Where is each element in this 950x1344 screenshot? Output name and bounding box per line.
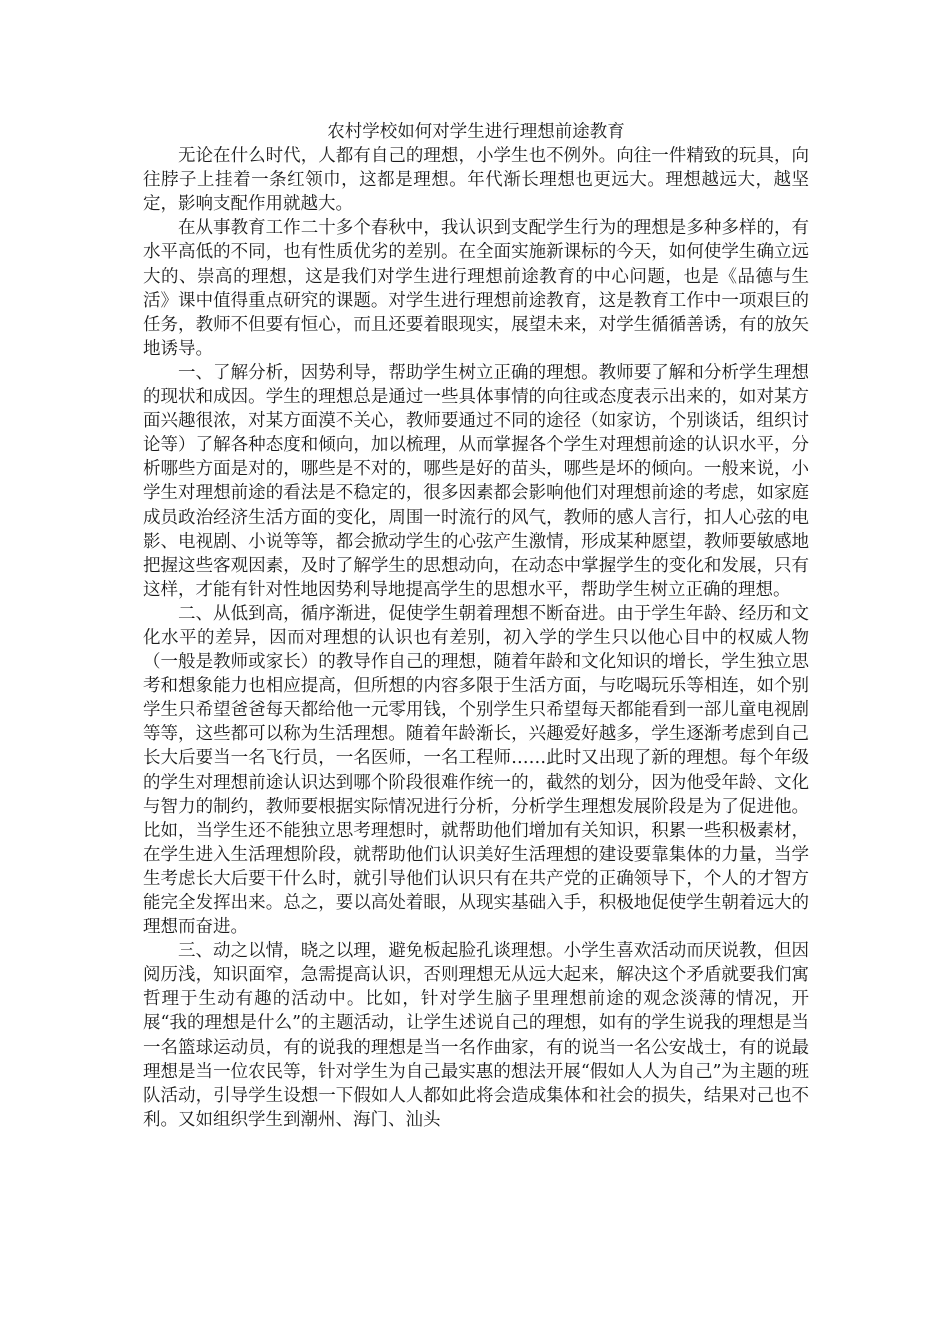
document-title: 农村学校如何对学生进行理想前途教育 <box>327 122 625 142</box>
paragraph-section-2: 二、从低到高，循序渐进，促使学生朝着理想不断奋进。由于学生年龄、经历和文化水平的差异，因而对理想的认识也有差别，初入学的学生只以他心目中的权威人物（一般是教师或家长）的教导作自己的理想，随着年龄和文化知识的增长，学生独立思考和想象能力也相应提高，但所想的内容多限于生活方面，与吃喝玩乐等相连，如个别学生只希望爸爸每天都给他一元零用钱，个别学生只希望每天都能看到一部儿童电视剧等等，这些都可以称为生活理想。随着年龄渐长，兴趣爱好越多，学生逐渐考虑到自己长大后要当一名飞行员，一名医师，一名工程师……此时又出现了新的理想。每个年级的学生对理想前途认识达到哪个阶段很难作统一的，截然的划分，因为他受年龄、文化与智力的制约，教师要根据实际情况进行分析，分析学生理想发展阶段是为了促进他。比如，当学生还不能独立思考理想时，就帮助他们增加有关知识，积累一些积极素材，在学生进入生活理想阶段，就帮助他们认识美好生活理想的建设要靠集体的力量，当学生考虑长大后要干什么时，就引导他们认识只有在共产党的正确领导下，个人的才智方能完全发挥出来。总之，要以高处着眼，从现实基础入手，积极地促使学生朝着远大的理想而奋进。 <box>143 603 809 938</box>
paragraph-background: 在从事教育工作二十多个春秋中，我认识到支配学生行为的理想是多种多样的，有水平高低的不同，也有性质优劣的差别。在全面实施新课标的今天，如何使学生确立远大的、崇高的理想，这是我们对学生进行理想前途教育的中心问题，也是《品德与生活》课中值得重点研究的课题。对学生进行理想前途教育，这是教育工作中一项艰巨的任务，教师不但要有恒心，而且还要着眼现实，展望未来，对学生循循善诱，有的放矢地诱导。 <box>143 218 809 359</box>
paragraph-section-3: 三、动之以情，晓之以理，避免板起脸孔谈理想。小学生喜欢活动而厌说教，但因阅历浅，知识面窄，急需提高认识，否则理想无从远大起来，解决这个矛盾就要我们寓哲理于生动有趣的活动中。比如，针对学生脑子里理想前途的观念淡薄的情况，开展“我的理想是什么”的主题活动，让学生述说自己的理想，如有的学生说我的理想是当一名篮球运动员，有的说我的理想是当一名作曲家，有的说当一名公安战士，有的说最理想是当一位农民等，针对学生为自己最实惠的想法开展“假如人人为自己”为主题的班队活动，引导学生设想一下假如人人都如此将会造成集体和社会的损失，结果对己也不利。又如组织学生到潮州、海门、汕头 <box>143 941 809 1130</box>
paragraph-intro: 无论在什么时代，人都有自己的理想，小学生也不例外。向往一件精致的玩具，向往脖子上挂着一条红领巾，这都是理想。年代渐长理想也更远大。理想越远大，越坚定，影响支配作用就越大。 <box>143 146 809 215</box>
document-body <box>143 120 809 1132</box>
paragraph-section-1: 一、了解分析，因势利导，帮助学生树立正确的理想。教师要了解和分析学生理想的现状和成因。学生的理想总是通过一些具体事情的向往或态度表示出来的，如对某方面兴趣很浓，对某方面漠不关心，教师要通过不同的途径（如家访，个别谈话，组织讨论等）了解各种态度和倾向，加以梳理，从而掌握各个学生对理想前途的认识水平，分析哪些方面是对的，哪些是不对的，哪些是好的苗头，哪些是坏的倾向。一般来说，小学生对理想前途的看法是不稳定的，很多因素都会影响他们对理想前途的考虑，如家庭成员政治经济生活方面的变化，周围一时流行的风气，教师的感人言行，扣人心弦的电影、电视剧、小说等等，都会掀动学生的心弦产生激情，形成某种愿望，教师要敏感地把握这些客观因素，及时了解学生的思想动向，在动态中掌握学生的变化和发展，只有这样，才能有针对性地因势利导地提高学生的思想水平，帮助学生树立正确的理想。 <box>143 362 809 600</box>
